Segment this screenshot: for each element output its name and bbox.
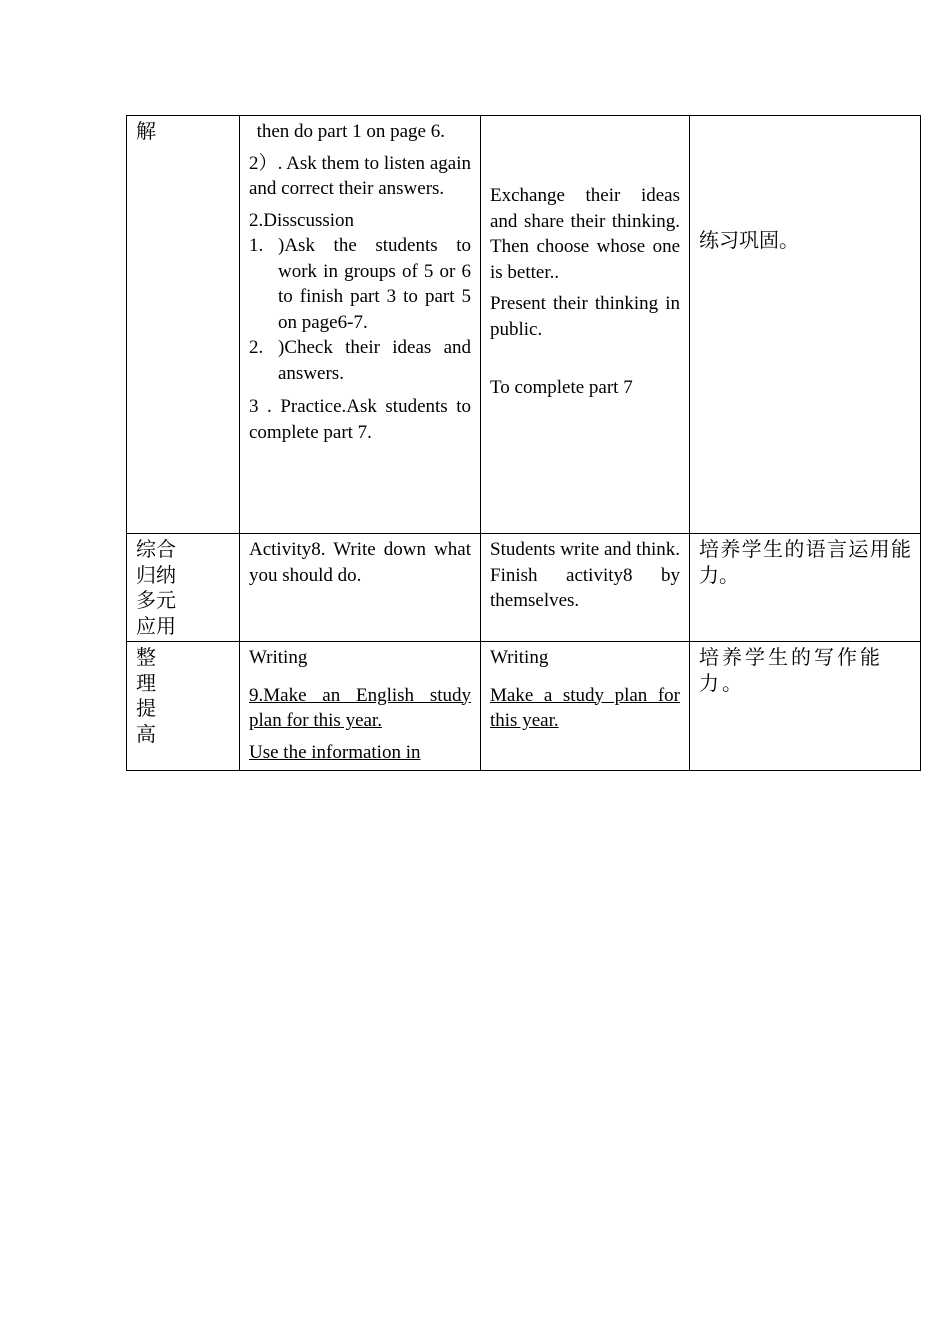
student-text: Finish activity8 by themselves. [490, 564, 680, 611]
teacher-activity-cell [240, 116, 481, 534]
student-activity-cell [481, 534, 690, 642]
student-activity-cell [481, 642, 690, 771]
stage-label: 归纳 [136, 562, 176, 587]
table-row [127, 642, 921, 771]
teacher-text: 2.Disscussion [249, 209, 355, 231]
stage-label: 高 [136, 721, 156, 746]
table-row [127, 534, 921, 642]
purpose-cell [690, 642, 921, 771]
student-text: Exchange their ideas and share their thinking. Then choose whose one is better.. [490, 185, 680, 283]
lesson-plan-table [126, 115, 921, 771]
stage-cell [127, 116, 240, 534]
stage-label: 提 [136, 696, 156, 720]
purpose-text: 练习巩固。 [699, 228, 799, 252]
list-number: 1. [249, 235, 264, 256]
teacher-note: Use the information in [249, 741, 421, 763]
stage-label: 应用 [136, 613, 176, 638]
student-text: Writing [490, 647, 549, 668]
teacher-text: 3 . Practice.Ask students to complete part 7. [249, 396, 471, 443]
list-item [249, 233, 471, 335]
teacher-text: Writing [249, 647, 308, 668]
table-row [127, 116, 921, 534]
student-task: Make a study plan for this year. [490, 684, 680, 731]
student-activity-cell [481, 116, 690, 534]
teacher-text: Activity8. Write down what you should do. [249, 539, 471, 586]
teacher-activity-cell [240, 534, 481, 642]
teacher-text: 2）. Ask them to listen again and correct their answers. [249, 152, 471, 199]
teacher-task: 9.Make an English study plan for this year. [249, 684, 471, 731]
stage-label: 解 [136, 119, 156, 143]
purpose-text: 培养学生的语言运用能力。 [699, 537, 911, 587]
stage-cell [127, 534, 240, 642]
stage-label: 综合 [136, 537, 176, 561]
list-number: 2. [249, 337, 264, 358]
student-text: To complete part 7 [490, 377, 633, 398]
student-text: Present their thinking in public. [490, 293, 680, 340]
purpose-cell [690, 116, 921, 534]
stage-cell [127, 642, 240, 771]
stage-label: 多元 [136, 588, 176, 612]
purpose-cell [690, 534, 921, 642]
student-text: Students write and think. [490, 539, 680, 560]
purpose-text: 培养学生的写作能力。 [699, 645, 883, 695]
teacher-activity-cell [240, 642, 481, 771]
stage-label: 整 [136, 645, 156, 669]
stage-label: 理 [136, 670, 156, 695]
list-item [249, 335, 471, 386]
list-text: )Ask the students to work in groups of 5 or 6 to finish part 3 to part 5 on page6-7. [278, 235, 471, 333]
teacher-text: then do part 1 on page 6. [256, 121, 445, 142]
list-text: )Check their ideas and answers. [278, 337, 471, 384]
